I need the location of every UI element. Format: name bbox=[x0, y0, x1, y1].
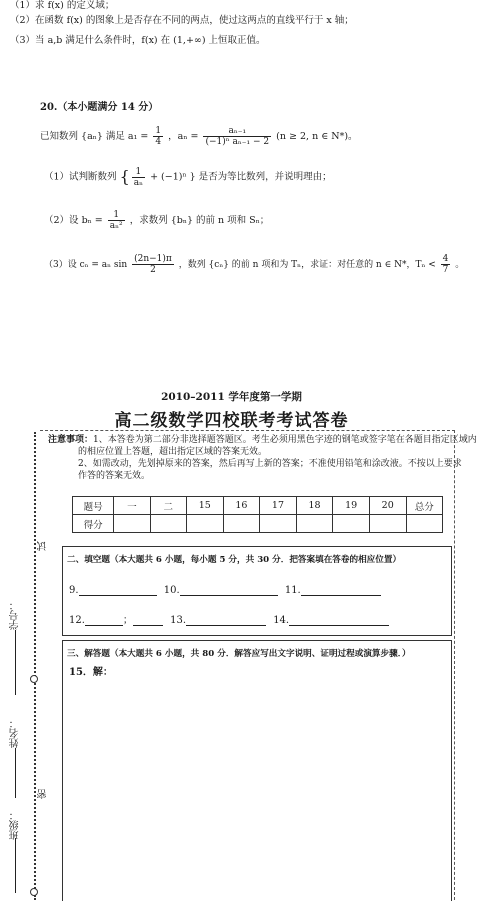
fill-in-section-box bbox=[62, 546, 452, 636]
student-name-line[interactable] bbox=[15, 748, 16, 798]
an-fraction: $\frac{\text{aₙ₋₁}}{\text{(−1)ⁿ aₙ₋₁ − 2}}$ bbox=[205, 126, 270, 147]
question-19-part-2: （2）在函数 f(x) 的图象上是否存在不同的两点，使过这两点的直线平行于 x 轴； bbox=[10, 15, 354, 26]
blank-11-line[interactable] bbox=[301, 585, 381, 596]
blank-14-line[interactable] bbox=[289, 615, 389, 626]
seal-mark-shi: 试 bbox=[38, 541, 49, 551]
part-1-fraction: $\frac{1}{\text{aₙ}}$ bbox=[133, 166, 144, 188]
score-cell[interactable] bbox=[114, 515, 150, 533]
question-20-part-2 bbox=[44, 208, 269, 234]
notice-item-2: 2、如需改动，先划掉原来的答案，然后再写上新的答案；不准使用铅笔和涂改液。不按以上要求 bbox=[78, 459, 462, 469]
score-table-header-row bbox=[73, 497, 443, 515]
score-col-17: 17 bbox=[260, 497, 297, 515]
binding-hole bbox=[30, 675, 38, 683]
score-col-18: 18 bbox=[296, 497, 333, 515]
score-col-16: 16 bbox=[223, 497, 260, 515]
part-3-text-b: ，数列 {cₙ} 的前 n 项和为 Tₙ，求证：对任意的 n ∈ N*，Tₙ < bbox=[178, 260, 436, 270]
part-2-text-b: ，求数列 {bₙ} 的前 n 项和 Sₙ； bbox=[129, 215, 270, 226]
class-label: 班级： bbox=[10, 810, 21, 840]
notice-block bbox=[48, 434, 477, 482]
notice-item-2-cont: 作答的答案无效。 bbox=[78, 471, 151, 481]
blank-13-label: 13. bbox=[170, 615, 186, 626]
question-20-intro bbox=[40, 124, 358, 150]
blank-14-label: 14. bbox=[273, 615, 290, 626]
part-2-text-a: （2）设 bₙ = bbox=[44, 215, 103, 226]
score-cell[interactable] bbox=[260, 515, 297, 533]
score-cell[interactable] bbox=[333, 515, 370, 533]
solve-section-box bbox=[62, 640, 452, 901]
blank-9-label: 9. bbox=[69, 585, 79, 596]
score-col-1: 一 bbox=[114, 497, 150, 515]
a1-fraction: $\frac{1}{4}$ bbox=[155, 126, 162, 147]
intro-text-b: ，aₙ = bbox=[168, 131, 199, 142]
left-brace: { bbox=[119, 167, 130, 186]
score-col-20: 20 bbox=[369, 497, 406, 515]
question-20-part-1 bbox=[44, 164, 332, 191]
notice-label: 注意事项： bbox=[48, 435, 94, 445]
blank-13-line[interactable] bbox=[186, 615, 266, 626]
student-number-label: 学号： bbox=[10, 600, 21, 630]
score-cell[interactable] bbox=[150, 515, 186, 533]
part-1-text-a: （1）试判断数列 bbox=[44, 171, 117, 183]
score-col-15: 15 bbox=[187, 497, 224, 515]
student-number-line[interactable] bbox=[15, 630, 16, 695]
score-col-2: 二 bbox=[150, 497, 186, 515]
part-3-fraction: $\frac{(2n-1)\pi}{2}$ bbox=[134, 254, 172, 275]
blank-10-line[interactable] bbox=[180, 585, 278, 596]
notice-item-1-cont: 的相应位置上答题，超出指定区域的答案无效。 bbox=[78, 447, 268, 457]
part-3-text-c: 。 bbox=[455, 260, 465, 270]
blank-12-label: 12. bbox=[69, 615, 85, 626]
score-col-total: 总分 bbox=[406, 497, 443, 515]
score-cell[interactable] bbox=[296, 515, 333, 533]
blank-12b-line[interactable] bbox=[133, 615, 163, 626]
frame-right-border bbox=[454, 430, 455, 900]
student-name-label: 姓名： bbox=[10, 718, 21, 748]
notice-item-1: 1、本答卷为第二部分非选择题答题区。考生必须用黑色字迹的钢笔或签字笔在各题目指定区域内 bbox=[93, 435, 477, 445]
score-cell[interactable] bbox=[369, 515, 406, 533]
blank-10-label: 10. bbox=[163, 585, 180, 596]
answer-sheet-year: 2010–2011 学年度第一学期 bbox=[161, 391, 302, 403]
binding-hole bbox=[30, 888, 38, 896]
class-line[interactable] bbox=[15, 838, 16, 893]
score-row-label: 得分 bbox=[73, 515, 114, 533]
blanks-row-1 bbox=[69, 585, 381, 596]
question-15-answer-area[interactable] bbox=[93, 679, 433, 889]
blanks-row-2 bbox=[69, 611, 389, 626]
seal-mark-mi: 密 bbox=[38, 789, 49, 799]
part-2-fraction: $\frac{1}{\text{aₙ²}}$ bbox=[109, 210, 123, 231]
question-20-header: 20.（本小题满分 14 分） bbox=[40, 102, 159, 113]
blank-12-separator: ； bbox=[122, 615, 133, 626]
score-col-label: 题号 bbox=[73, 497, 114, 515]
score-cell[interactable] bbox=[187, 515, 224, 533]
intro-text-a: 已知数列 {aₙ} 满足 a₁ = bbox=[40, 131, 149, 142]
question-19-part-3: （3）当 a,b 满足什么条件时，f(x) 在 (1,+∞) 上恒取正值。 bbox=[10, 35, 266, 46]
score-col-19: 19 bbox=[333, 497, 370, 515]
score-cell[interactable] bbox=[406, 515, 443, 533]
intro-text-c: (n ≥ 2, n ∈ N*)。 bbox=[276, 131, 358, 142]
score-cell[interactable] bbox=[223, 515, 260, 533]
blank-12a-line[interactable] bbox=[85, 615, 123, 626]
blank-9-line[interactable] bbox=[79, 585, 157, 596]
solve-section-header: 三、解答题（本大题共 6 小题，共 80 分．解答应写出文字说明、证明过程或演算步骤．） bbox=[67, 649, 411, 659]
score-table bbox=[72, 496, 443, 533]
answer-sheet-title: 高二级数学四校联考考试答卷 bbox=[114, 411, 349, 431]
binding-dotted-line bbox=[34, 432, 36, 900]
part-3-text-a: （3）设 cₙ = aₙ sin bbox=[44, 260, 128, 270]
question-19-part-1: （1）求 f(x) 的定义域； bbox=[10, 0, 115, 11]
score-table-score-row bbox=[73, 515, 443, 533]
blank-11-label: 11. bbox=[284, 585, 301, 596]
fill-in-section-header: 二、填空题（本大题共 6 小题，每小题 5 分，共 30 分．把答案填在答卷的相应位置） bbox=[67, 555, 402, 565]
part-3-fraction-2: $\frac{4}{7}$ bbox=[442, 254, 449, 275]
part-1-text-b: + (−1)ⁿ } 是否为等比数列，并说明理由； bbox=[150, 171, 332, 183]
question-20-part-3 bbox=[44, 252, 464, 278]
frame-top-border bbox=[40, 430, 455, 431]
question-15-label: 15．解： bbox=[69, 667, 113, 678]
